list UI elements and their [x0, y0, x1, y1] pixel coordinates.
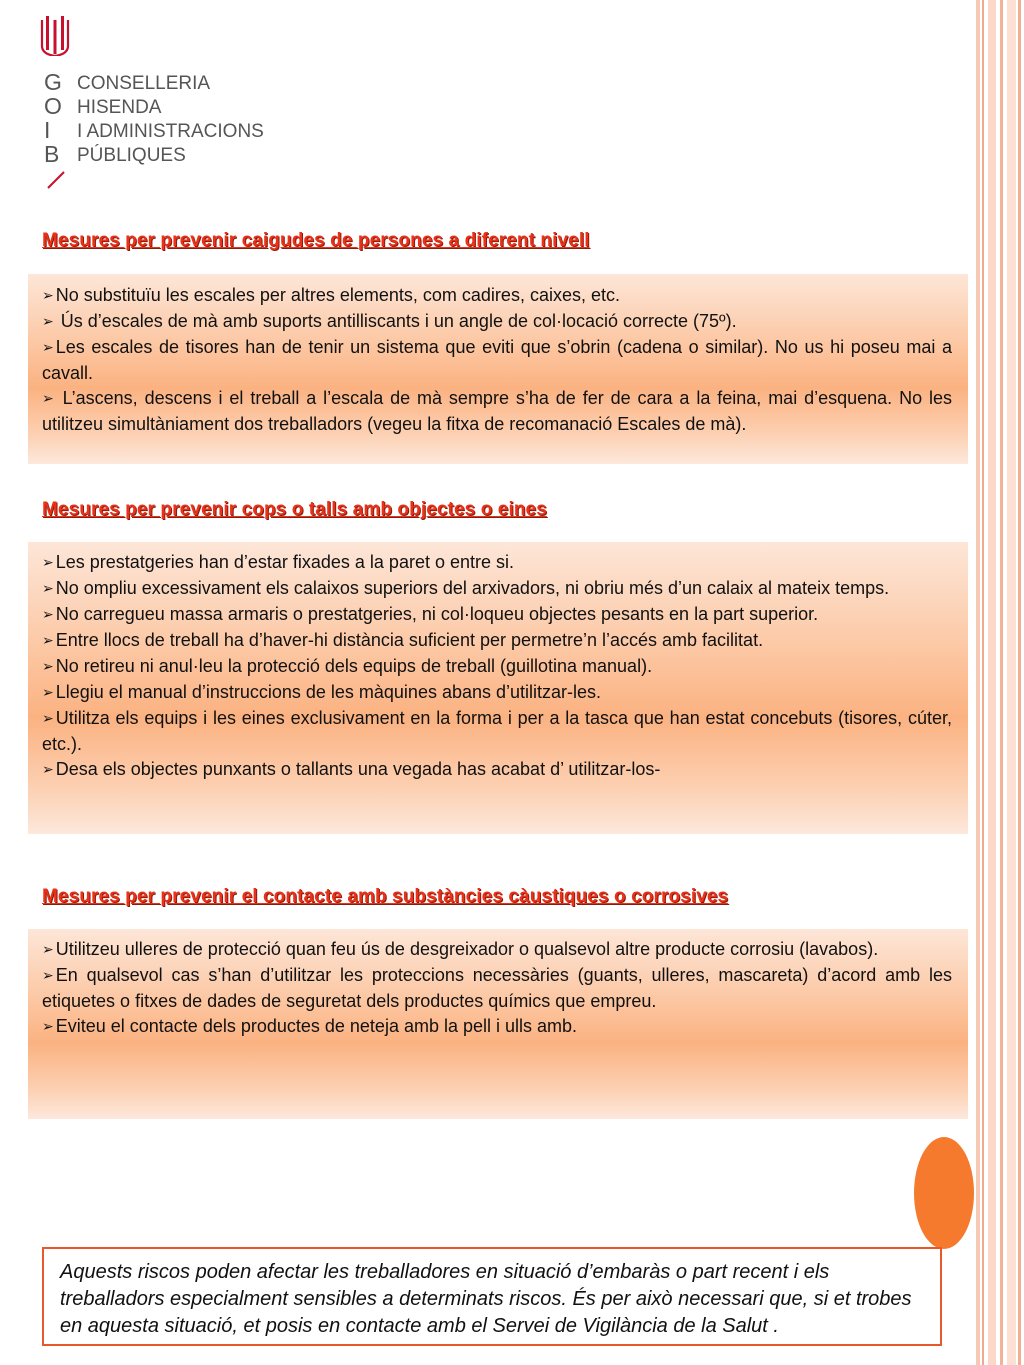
- logo-letter: G: [44, 69, 62, 95]
- list-item: [42, 757, 952, 783]
- arrow-bullet-icon: ➢: [42, 710, 54, 726]
- logo-line: CONSELLERIA: [77, 73, 211, 94]
- arrow-bullet-icon: ➢: [42, 967, 54, 983]
- list-item-text: Utilitzeu ulleres de protecció quan feu ús de desgreixador o qualsevol altre producte corrosiu (lavabos).: [55, 939, 879, 959]
- section-panel-cuts: [28, 542, 968, 834]
- list-item-text: Les escales de tisores han de tenir un sistema que eviti que s’obrin (cadena o similar). No us hi poseu mai a cavall.: [42, 337, 952, 383]
- arrow-bullet-icon: ➢: [42, 761, 54, 777]
- arrow-bullet-icon: ➢: [42, 632, 54, 648]
- logo-letter: I: [44, 117, 51, 143]
- list-item: [42, 654, 952, 680]
- section-heading-cuts: Mesures per prevenir cops o talls amb objectes o eines: [42, 499, 547, 520]
- arrow-bullet-icon: ➢: [42, 684, 54, 700]
- list-item: [42, 576, 952, 602]
- list-item-text: No ompliu excessivament els calaixos superiors del arxivadors, ni obriu més d’un calaix al mateix temps.: [55, 578, 890, 598]
- decorative-stripes: [976, 0, 1024, 1365]
- section-panel-corrosives: [28, 929, 968, 1119]
- arrow-bullet-icon: ➢: [42, 390, 54, 406]
- section-panel-falls: [28, 274, 968, 464]
- list-item-text: Llegiu el manual d’instruccions de les màquines abans d’utilitzar-les.: [55, 682, 602, 702]
- list-item-text: Entre llocs de treball ha d’haver-hi distància suficient per permetre’n l’accés amb facilitat.: [55, 630, 764, 650]
- list-item: [42, 1014, 952, 1040]
- list-item-text: Utilitza els equips i les eines exclusivament en la forma i per a la tasca que han estat concebuts (tisores, cúter, etc.).: [42, 708, 952, 754]
- list-item: [42, 283, 952, 309]
- list-item: [42, 550, 952, 576]
- list-item-text: No retireu ni anul·leu la protecció dels equips de treball (guillotina manual).: [55, 656, 653, 676]
- arrow-bullet-icon: ➢: [42, 580, 54, 596]
- note-box: [42, 1247, 942, 1346]
- list-item: [42, 309, 952, 335]
- arrow-bullet-icon: ➢: [42, 554, 54, 570]
- logo-slash-icon: [46, 170, 66, 190]
- list-item: [42, 335, 952, 386]
- section-list: [42, 283, 952, 437]
- list-item: [42, 386, 952, 437]
- section-list: [42, 937, 952, 1040]
- coat-of-arms-icon: [40, 16, 70, 56]
- arrow-bullet-icon: ➢: [42, 941, 54, 957]
- logo-letter: B: [44, 141, 60, 167]
- logo-text: [77, 72, 317, 168]
- list-item-text: Les prestatgeries han d’estar fixades a la paret o entre si.: [55, 552, 514, 572]
- logo-letter: O: [44, 93, 62, 119]
- logo-line: I ADMINISTRACIONS: [77, 121, 264, 142]
- section-heading-falls: Mesures per prevenir caigudes de persones a diferent nivell: [42, 230, 590, 251]
- section-list: [42, 550, 952, 783]
- logo-line: PÚBLIQUES: [77, 145, 186, 166]
- arrow-bullet-icon: ➢: [42, 339, 54, 355]
- section-heading-corrosives: Mesures per prevenir el contacte amb substàncies càustiques o corrosives: [42, 886, 729, 907]
- list-item: [42, 602, 952, 628]
- logo-line: HISENDA: [77, 97, 162, 118]
- list-item-text: Ús d’escales de mà amb suports antilliscants i un angle de col·locació correcte (75º).: [55, 311, 737, 331]
- logo-letters: [44, 70, 70, 166]
- list-item-text: No carregueu massa armaris o prestatgeries, ni col·loqueu objectes pesants en la part superior.: [55, 604, 819, 624]
- arrow-bullet-icon: ➢: [42, 287, 54, 303]
- arrow-bullet-icon: ➢: [42, 313, 54, 329]
- list-item: [42, 706, 952, 757]
- decorative-orange-circle: [914, 1137, 974, 1249]
- list-item: [42, 680, 952, 706]
- arrow-bullet-icon: ➢: [42, 658, 54, 674]
- list-item-text: L’ascens, descens i el treball a l’escala de mà sempre s’ha de fer de cara a la feina, mai d’esquena. No les utilitzeu simultàniament dos treballadors (vegeu la fitxa de recomanació Escales de mà).: [42, 388, 952, 434]
- arrow-bullet-icon: ➢: [42, 606, 54, 622]
- list-item-text: Eviteu el contacte dels productes de neteja amb la pell i ulls amb.: [55, 1016, 578, 1036]
- list-item-text: No substituïu les escales per altres elements, com cadires, caixes, etc.: [55, 285, 620, 305]
- list-item-text: Desa els objectes punxants o tallants una vegada has acabat d’ utilitzar-los-: [55, 759, 661, 779]
- list-item-text: En qualsevol cas s’han d’utilitzar les proteccions necessàries (guants, ulleres, mascareta) d’acord amb les etiquetes o fitxes de dades de seguretat dels productes químics que empreu.: [42, 965, 952, 1011]
- list-item: [42, 963, 952, 1014]
- arrow-bullet-icon: ➢: [42, 1018, 54, 1034]
- list-item: [42, 628, 952, 654]
- note-text: Aquests riscos poden afectar les treballadores en situació d’embaràs o part recent i els treballadors especialment sensibles a determinats riscos. És per això necessari que, si et trobes en aquesta situació, et posis en contacte amb el Servei de Vigilància de la Salut .: [60, 1261, 912, 1337]
- list-item: [42, 937, 952, 963]
